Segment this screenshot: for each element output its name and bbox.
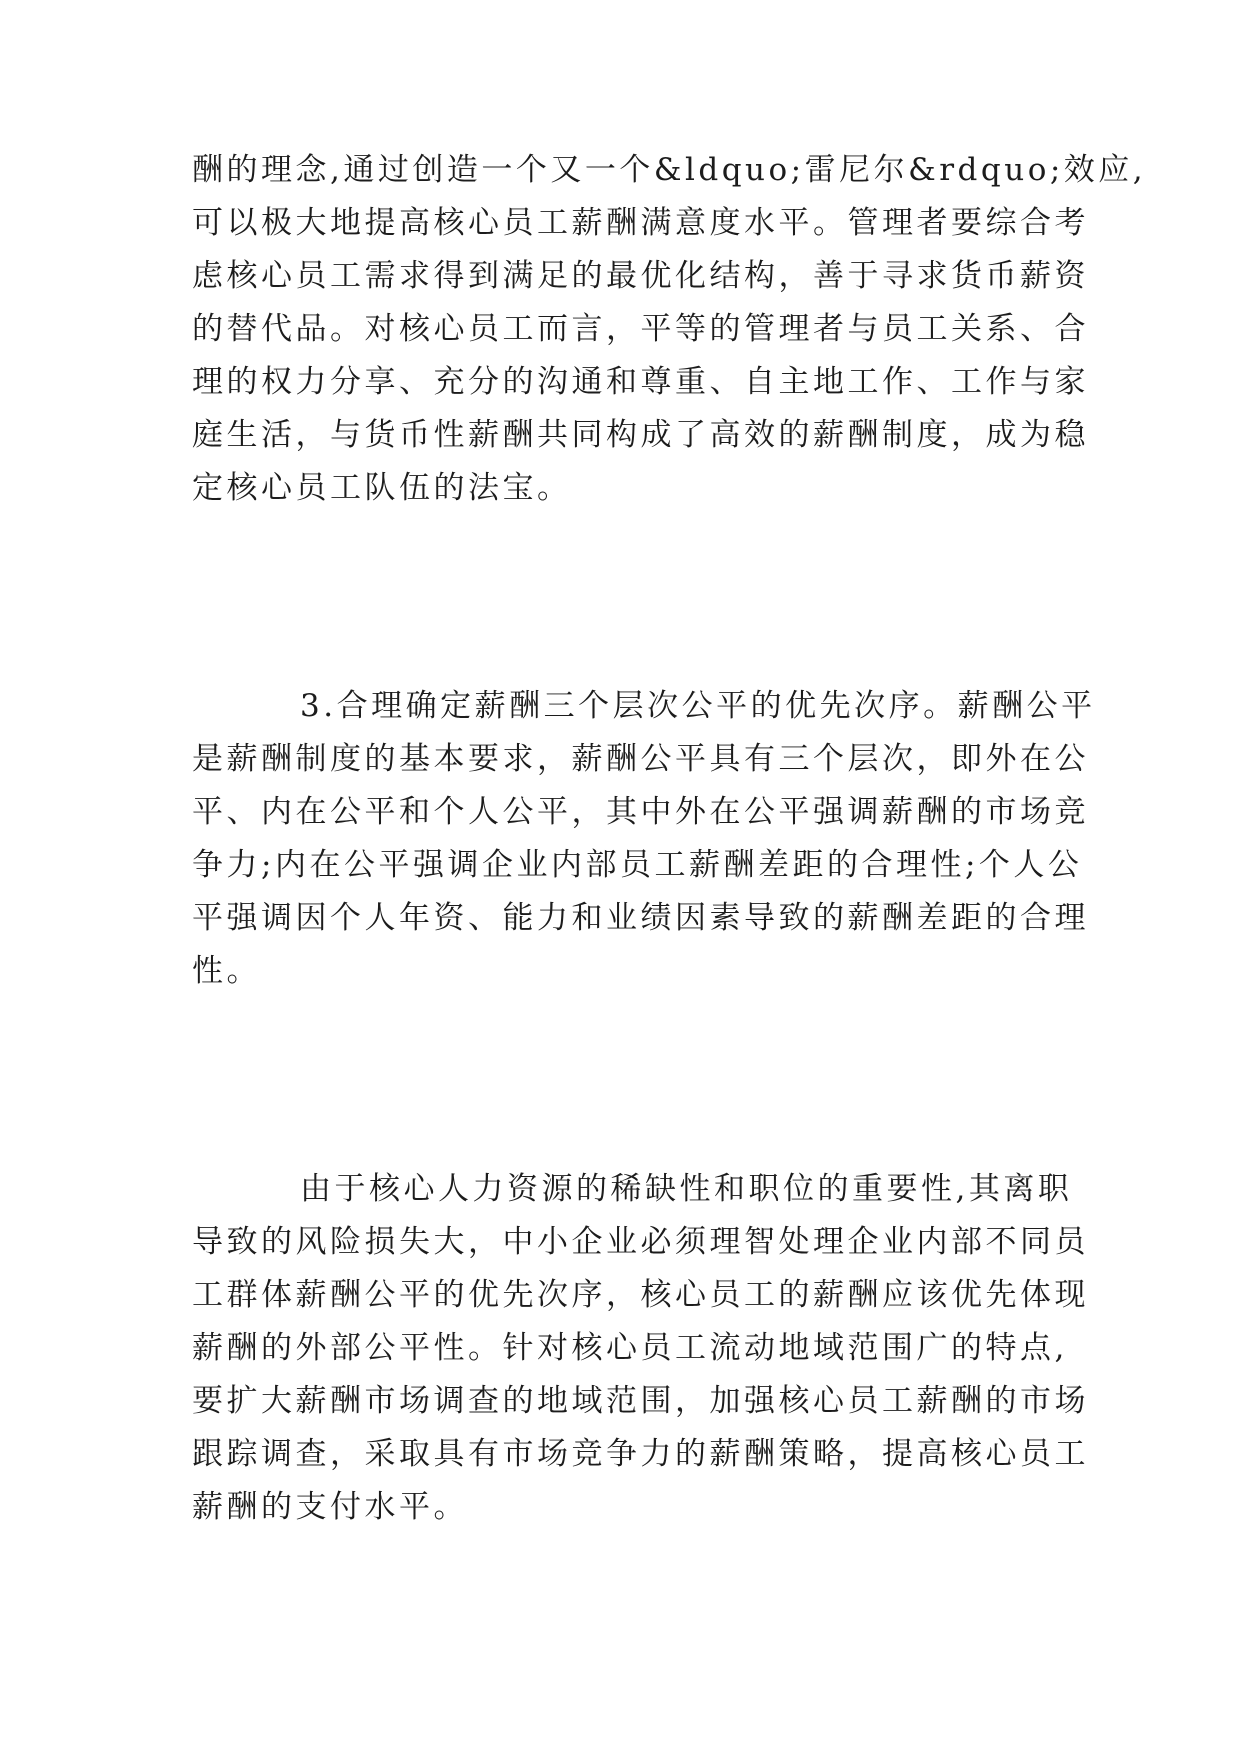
text-line: 理的权力分享、充分的沟通和尊重、自主地工作、工作与家: [192, 364, 1089, 400]
text-line: 薪酬的支付水平。: [192, 1489, 468, 1525]
text-line: 性。: [192, 953, 261, 989]
text-line: 定核心员工队伍的法宝。: [192, 470, 572, 506]
text-line: 酬的理念,通过创造一个又一个&ldquo;雷尼尔&rdquo;效应,: [192, 152, 1147, 188]
text-line: 争力;内在公平强调企业内部员工薪酬差距的合理性;个人公: [192, 847, 1083, 883]
text-line: 的替代品。对核心员工而言，平等的管理者与员工关系、合: [192, 311, 1089, 347]
text-line: 可以极大地提高核心员工薪酬满意度水平。管理者要综合考: [192, 205, 1089, 241]
text-line: 庭生活，与货币性薪酬共同构成了高效的薪酬制度，成为稳: [192, 417, 1089, 453]
text-line: 导致的风险损失大，中小企业必须理智处理企业内部不同员: [192, 1224, 1089, 1260]
text-line: 虑核心员工需求得到满足的最优化结构，善于寻求货币薪资: [192, 258, 1089, 294]
text-line: 工群体薪酬公平的优先次序，核心员工的薪酬应该优先体现: [192, 1277, 1089, 1313]
text-line: 由于核心人力资源的稀缺性和职位的重要性,其离职: [300, 1171, 1073, 1207]
text-line: 薪酬的外部公平性。针对核心员工流动地域范围广的特点,: [192, 1330, 1068, 1366]
text-line: 是薪酬制度的基本要求，薪酬公平具有三个层次，即外在公: [192, 741, 1089, 777]
text-line: 3.合理确定薪酬三个层次公平的优先次序。薪酬公平: [300, 688, 1096, 724]
text-line: 平强调因个人年资、能力和业绩因素导致的薪酬差距的合理: [192, 900, 1089, 936]
text-line: 跟踪调查，采取具有市场竞争力的薪酬策略，提高核心员工: [192, 1436, 1089, 1472]
text-line: 平、内在公平和个人公平，其中外在公平强调薪酬的市场竞: [192, 794, 1089, 830]
text-line: 要扩大薪酬市场调查的地域范围，加强核心员工薪酬的市场: [192, 1383, 1089, 1419]
